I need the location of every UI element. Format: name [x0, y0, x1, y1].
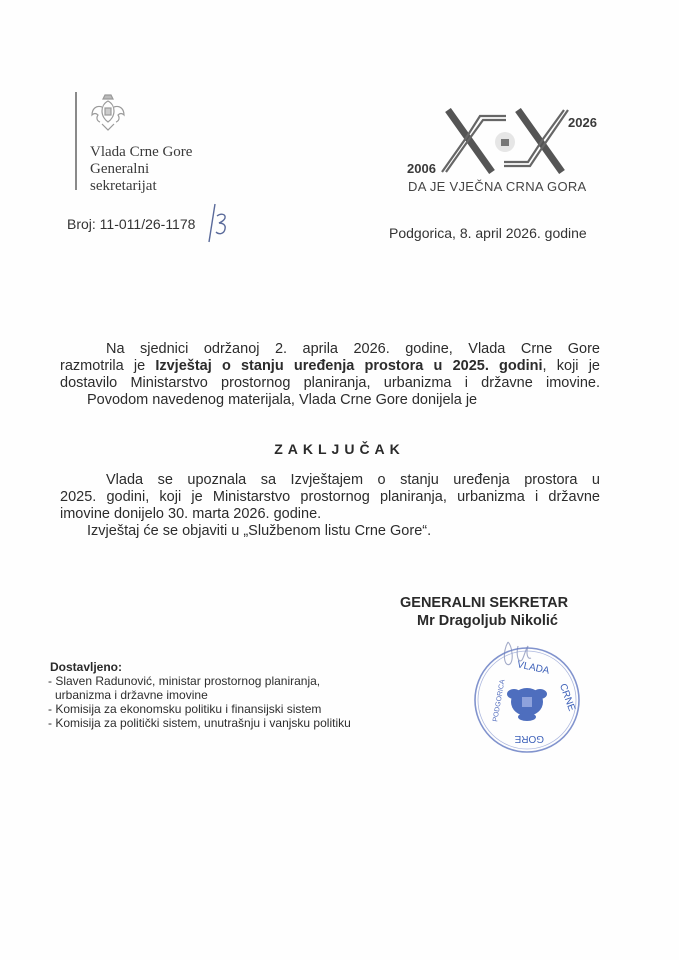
conclusion-line-3: imovine donijelo 30. marta 2026. godine.: [60, 506, 322, 522]
svg-text:GORE: GORE: [514, 733, 544, 744]
distribution-item: urbanizma i državne imovine: [55, 688, 208, 702]
distribution-item: - Komisija za ekonomsku politiku i finansijski sistem: [48, 702, 322, 716]
official-stamp-icon: [466, 636, 588, 758]
logo-year-end: 2026: [568, 115, 597, 130]
org-line-3: sekretarijat: [90, 178, 157, 194]
organization-name: [90, 144, 192, 195]
svg-text:CRNE: CRNE: [556, 682, 577, 713]
intro-line-3: dostavilo Ministarstvo prostornog planiranja, urbanizma i državne imovine.: [60, 375, 600, 391]
intro-paragraph: [60, 341, 600, 409]
conclusion-heading: ZAKLJUČAK: [274, 441, 405, 457]
coat-of-arms-icon: [90, 93, 126, 135]
org-line-1: Vlada Crne Gore: [90, 144, 193, 160]
signatory-title: GENERALNI SEKRETAR: [400, 595, 569, 611]
report-title: Izvještaj o stanju uređenja prostora u 2025. godini: [155, 358, 543, 374]
place-and-date: Podgorica, 8. april 2026. godine: [389, 225, 587, 241]
anniversary-xx-logo-icon: [440, 108, 570, 174]
distribution-item: - Komisija za politički sistem, unutrašnju i vanjsku politiku: [48, 716, 351, 730]
handwritten-suffix: [205, 202, 233, 244]
conclusion-line-2: 2025. godini, koji je Ministarstvo prostornog planiranja, urbanizma i državne: [60, 489, 600, 505]
conclusion-paragraph: [60, 472, 600, 540]
reference-number: Broj: 11-011/26-1178: [67, 216, 196, 232]
distribution-item: - Slaven Radunović, ministar prostornog planiranja,: [48, 674, 321, 688]
signatory-name: Mr Dragoljub Nikolić: [417, 613, 558, 629]
logo-year-start: 2006: [407, 161, 436, 176]
conclusion-line-4: Izvještaj će se objaviti u „Službenom listu Crne Gore“.: [87, 523, 432, 539]
distribution-title: Dostavljeno:: [50, 660, 123, 674]
org-line-2: Generalni: [90, 161, 150, 177]
svg-text:PODGORICA: PODGORICA: [492, 679, 507, 723]
intro-line-2: razmotrila je Izvještaj o stanju uređenja prostora u 2025. godini, koji je: [60, 358, 600, 374]
logo-motto: DA JE VJEČNA CRNA GORA: [408, 179, 587, 194]
distribution-list: [48, 674, 351, 730]
svg-text:VLADA: VLADA: [515, 659, 551, 677]
intro-line-4: Povodom navedenog materijala, Vlada Crne Gore donijela je: [87, 392, 478, 408]
intro-line-1: Na sjednici održanoj 2. aprila 2026. godine, Vlada Crne Gore: [106, 341, 600, 357]
conclusion-line-1: Vlada se upoznala sa Izvještajem o stanju uređenja prostora u: [106, 472, 600, 488]
header-vertical-rule: [75, 92, 77, 190]
